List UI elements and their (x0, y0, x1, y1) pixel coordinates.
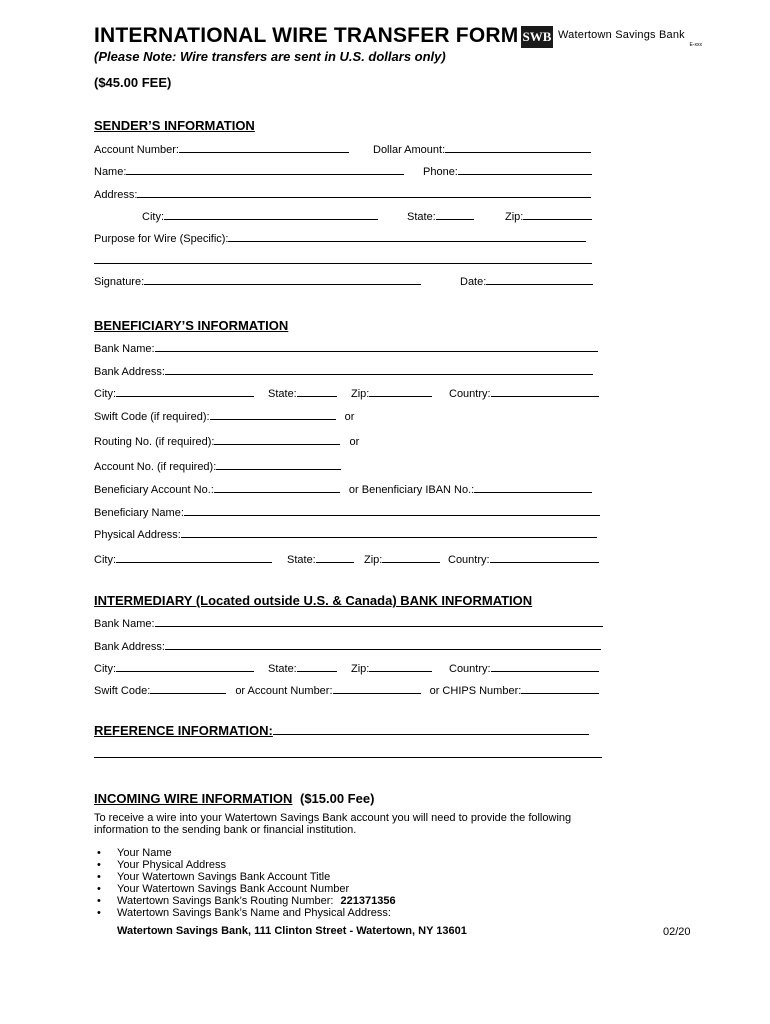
reference-heading-label: REFERENCE INFORMATION: (94, 723, 273, 738)
list-item-text: Your Watertown Savings Bank Account Title (117, 871, 331, 883)
bullet-icon: • (97, 871, 101, 883)
reference-field-line-2[interactable] (94, 748, 602, 758)
ben-city-label: City: (94, 388, 116, 400)
ben-row-country-2 (448, 553, 599, 567)
incoming-heading: INCOMING WIRE INFORMATION (94, 791, 293, 806)
ben-bank-address-field[interactable] (165, 365, 593, 375)
int-swift-label: Swift Code: (94, 685, 151, 697)
sender-row-phone (423, 165, 592, 179)
ben-row-zip-2 (364, 553, 440, 567)
reference-row-2 (94, 748, 602, 762)
sender-row-purpose-2 (94, 254, 592, 268)
ben-account-label: Account No. (if required): (94, 461, 217, 473)
list-item (94, 895, 396, 907)
int-bank-address-field[interactable] (165, 640, 601, 650)
incoming-intro (94, 812, 571, 836)
int-row-zip (351, 662, 432, 676)
ben-row-zip (351, 387, 432, 401)
ben-row-state-2 (287, 553, 354, 567)
ben-state-field[interactable] (297, 387, 337, 397)
bullet-icon: • (97, 895, 101, 907)
int-bank-name-label: Bank Name: (94, 618, 155, 630)
ben-routing-label: Routing No. (if required): (94, 436, 215, 448)
routing-number: 221371356 (340, 895, 396, 907)
dollar-amount-label: Dollar Amount: (373, 144, 446, 156)
list-item (94, 871, 396, 883)
ben-iban-field[interactable] (474, 483, 592, 493)
ben-city-2-field[interactable] (116, 553, 272, 563)
int-row-country (449, 662, 599, 676)
sender-row-date (460, 275, 593, 289)
reference-heading (94, 722, 589, 738)
bullet-icon: • (97, 907, 101, 919)
ben-row-routing (94, 435, 359, 449)
ben-row-state (268, 387, 337, 401)
beneficiary-heading: BENEFICIARY’S INFORMATION (94, 318, 289, 333)
zip-label: Zip: (505, 211, 524, 223)
list-item-text: Your Physical Address (117, 859, 227, 871)
name-field[interactable] (126, 165, 404, 175)
ben-row-bank-address (94, 365, 593, 379)
incoming-intro-line-2: information to the sending bank or financial institution. (94, 824, 357, 836)
int-bank-address-label: Bank Address: (94, 641, 165, 653)
int-row-city (94, 662, 254, 676)
account-number-field[interactable] (179, 143, 349, 153)
ben-row-city-2 (94, 553, 272, 567)
int-row-bank-address (94, 640, 601, 654)
incoming-heading-row (94, 791, 374, 806)
list-item (94, 883, 396, 895)
sender-row-name (94, 165, 404, 179)
ben-routing-field[interactable] (214, 435, 340, 445)
dollar-amount-field[interactable] (445, 143, 591, 153)
address-field[interactable] (137, 188, 591, 198)
sender-row-account (94, 143, 349, 157)
ben-state-label: State: (268, 388, 297, 400)
int-zip-label: Zip: (351, 663, 370, 675)
phone-field[interactable] (458, 165, 592, 175)
purpose-label: Purpose for Wire (Specific): (94, 233, 229, 245)
ben-name-label: Beneficiary Name: (94, 507, 184, 519)
incoming-fee: ($15.00 Fee) (299, 791, 375, 806)
list-item-text: Your Name (117, 847, 172, 859)
int-city-field[interactable] (116, 662, 254, 672)
ben-routing-or: or (349, 436, 360, 448)
list-item (94, 907, 396, 919)
int-chips-label: or CHIPS Number: (429, 685, 522, 697)
ben-zip-2-label: Zip: (364, 554, 383, 566)
sender-row-state (407, 210, 474, 224)
ben-name-field[interactable] (184, 506, 600, 516)
sender-row-signature (94, 275, 421, 289)
int-zip-field[interactable] (369, 662, 432, 672)
bank-address-line: Watertown Savings Bank, 111 Clinton Street - Watertown, NY 13601 (117, 925, 467, 937)
int-state-field[interactable] (297, 662, 337, 672)
ben-row-swift (94, 410, 354, 424)
ben-row-account (94, 460, 341, 474)
ben-account-no-field[interactable] (214, 483, 340, 493)
incoming-intro-line-1: To receive a wire into your Watertown Savings Bank account you will need to provide the following (94, 812, 572, 824)
ben-bank-name-field[interactable] (155, 342, 598, 352)
ben-country-2-label: Country: (448, 554, 490, 566)
int-swift-field[interactable] (150, 684, 226, 694)
int-row-bank-name (94, 617, 603, 631)
logo-name: Watertown Savings Bank (558, 29, 685, 41)
date-field[interactable] (486, 275, 593, 285)
page-title: INTERNATIONAL WIRE TRANSFER FORM (94, 24, 519, 47)
list-item-text: Watertown Savings Bank’s Name and Physical Address: (117, 907, 391, 919)
account-number-label: Account Number: (94, 144, 179, 156)
ben-physical-address-label: Physical Address: (94, 529, 181, 541)
bank-logo (521, 26, 706, 54)
list-item-text: Your Watertown Savings Bank Account Number (117, 883, 350, 895)
date-label: Date: (460, 276, 487, 288)
sender-row-zip (505, 210, 592, 224)
name-label: Name: (94, 166, 127, 178)
ben-country-field[interactable] (491, 387, 599, 397)
ben-state-2-label: State: (287, 554, 316, 566)
bullet-icon: • (97, 883, 101, 895)
list-item-text: Watertown Savings Bank’s Routing Number: (117, 895, 334, 907)
form-revision-date: 02/20 (663, 926, 691, 938)
bullet-icon: • (97, 847, 101, 859)
int-account-field[interactable] (333, 684, 421, 694)
int-chips-field[interactable] (521, 684, 599, 694)
reference-field[interactable] (273, 722, 589, 735)
ben-swift-field[interactable] (210, 410, 336, 420)
ben-row-country (449, 387, 599, 401)
transfer-fee: ($45.00 FEE) (94, 75, 172, 90)
ben-zip-2-field[interactable] (382, 553, 440, 563)
int-country-label: Country: (449, 663, 491, 675)
ben-zip-field[interactable] (369, 387, 432, 397)
signature-label: Signature: (94, 276, 145, 288)
ben-country-label: Country: (449, 388, 491, 400)
list-item (94, 859, 396, 871)
ben-physical-address-field[interactable] (181, 528, 597, 538)
sender-row-city (142, 210, 378, 224)
int-country-field[interactable] (491, 662, 599, 672)
int-row-swift (94, 684, 599, 698)
logo-mark: SWB (521, 26, 553, 48)
ben-row-name (94, 506, 600, 520)
ben-iban-label: or Benenficiary IBAN No.: (348, 484, 475, 496)
purpose-field-line-2[interactable] (94, 254, 592, 264)
usd-note: (Please Note: Wire transfers are sent in U.S. dollars only) (94, 49, 446, 64)
int-account-label: or Account Number: (235, 685, 333, 697)
phone-label: Phone: (423, 166, 458, 178)
list-item (94, 847, 396, 859)
ben-country-2-field[interactable] (490, 553, 599, 563)
state-field[interactable] (436, 210, 474, 220)
ben-account-no-label: Beneficiary Account No.: (94, 484, 214, 496)
ben-bank-address-label: Bank Address: (94, 366, 165, 378)
int-city-label: City: (94, 663, 116, 675)
ben-account-field[interactable] (216, 460, 341, 470)
ben-row-ben-account (94, 483, 592, 497)
ben-zip-label: Zip: (351, 388, 370, 400)
ben-row-city (94, 387, 254, 401)
ben-bank-name-label: Bank Name: (94, 343, 155, 355)
sender-row-dollar (373, 143, 591, 157)
sender-heading: SENDER’S INFORMATION (94, 118, 255, 133)
city-label: City: (142, 211, 164, 223)
ben-row-bank-name (94, 342, 598, 356)
ben-row-physical-address (94, 528, 597, 542)
incoming-requirements-list (94, 847, 396, 919)
ben-city-field[interactable] (116, 387, 254, 397)
state-label: State: (407, 211, 436, 223)
ben-swift-or: or (344, 411, 355, 423)
address-label: Address: (94, 189, 138, 201)
logo-small-text: E-xxx (689, 42, 702, 48)
int-row-state (268, 662, 337, 676)
bullet-icon: • (97, 859, 101, 871)
zip-field[interactable] (523, 210, 592, 220)
signature-field[interactable] (144, 275, 421, 285)
purpose-field[interactable] (228, 232, 586, 242)
city-field[interactable] (164, 210, 378, 220)
int-state-label: State: (268, 663, 297, 675)
ben-state-2-field[interactable] (316, 553, 354, 563)
ben-swift-label: Swift Code (if required): (94, 411, 210, 423)
sender-row-address (94, 188, 591, 202)
int-bank-name-field[interactable] (155, 617, 603, 627)
sender-row-purpose (94, 232, 586, 246)
ben-city-2-label: City: (94, 554, 116, 566)
intermediary-heading: INTERMEDIARY (Located outside U.S. & Canada) BANK INFORMATION (94, 593, 533, 608)
